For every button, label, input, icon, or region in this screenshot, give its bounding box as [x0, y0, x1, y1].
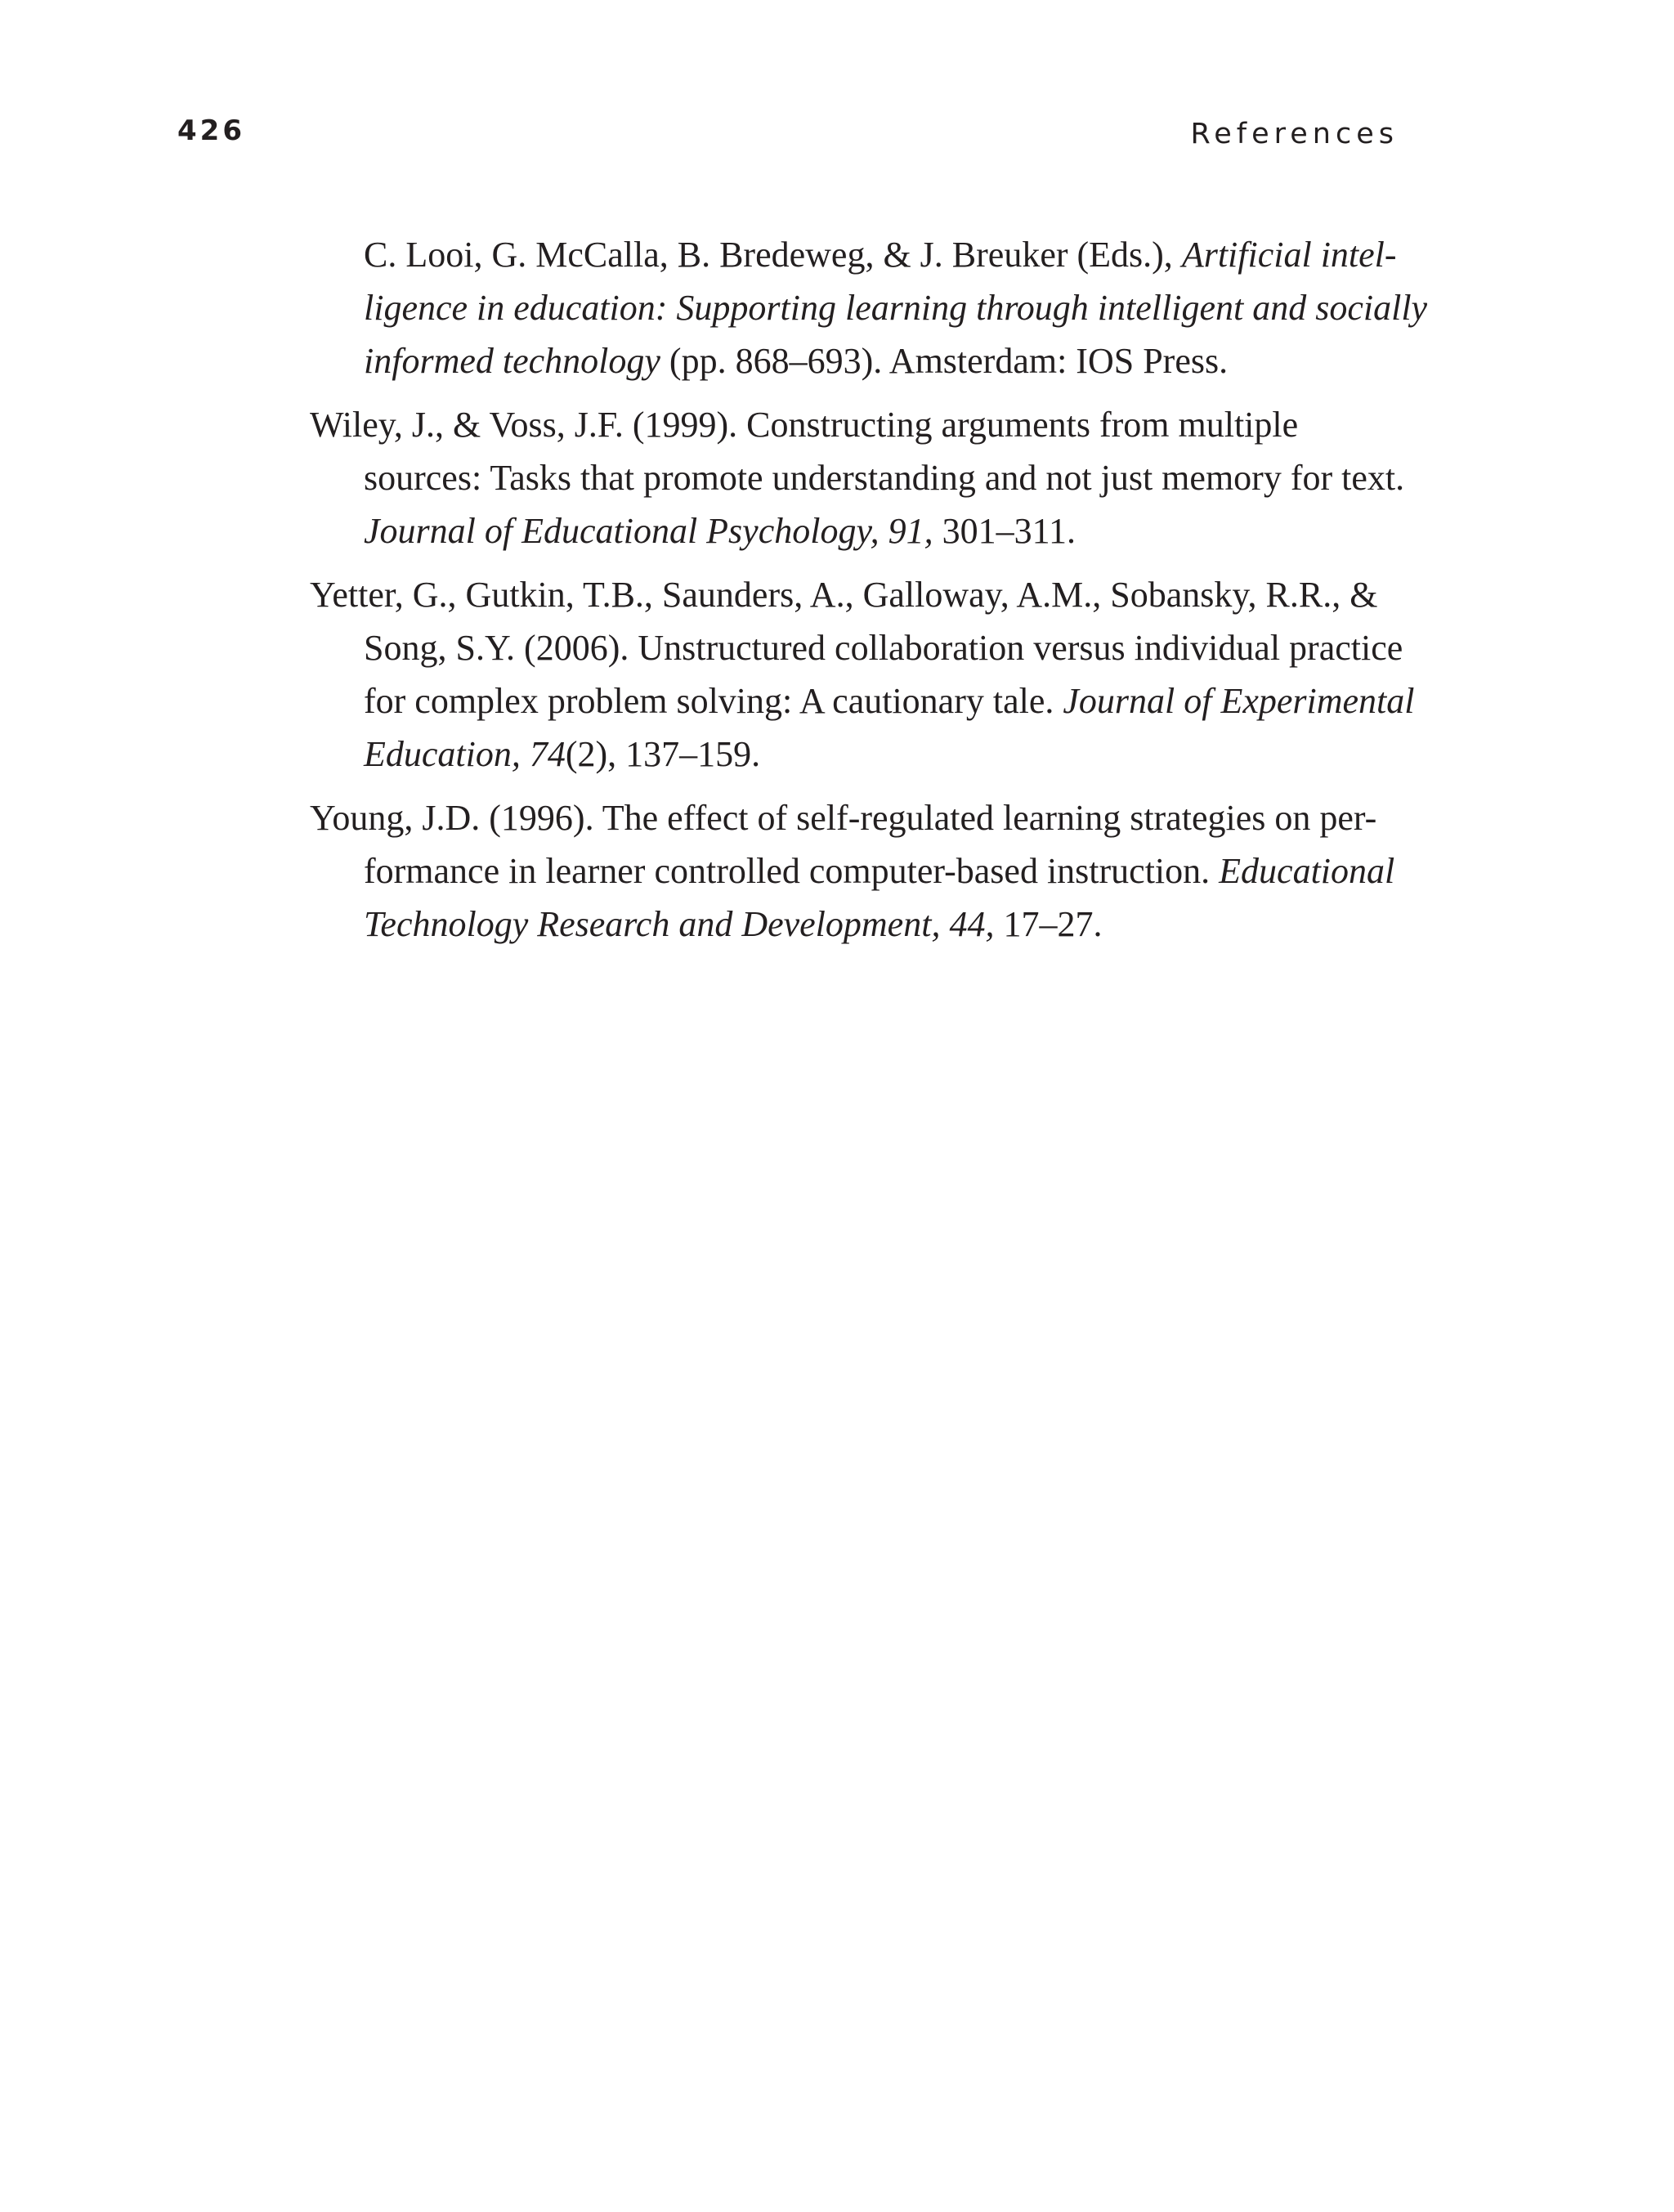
reference-entry-young: [310, 791, 1407, 951]
text-run: 301–311.: [933, 511, 1076, 551]
italic-text: Journal of Experimental: [1063, 681, 1415, 721]
reference-line: [364, 674, 1415, 728]
reference-line: [364, 621, 1407, 674]
text-run: C. Looi, G. McCalla, B. Bredeweg, & J. Breuker (Eds.),: [364, 235, 1182, 275]
reference-line: [364, 451, 1407, 504]
text-run: Yetter, G., Gutkin, T.B., Saunders, A., Galloway, A.M., Sobansky, R.R., &: [310, 575, 1378, 615]
reference-line: [364, 844, 1407, 898]
italic-text: informed technology: [364, 341, 660, 381]
reference-line: [364, 504, 1407, 557]
reference-entry-wiley: [310, 398, 1407, 557]
italic-text: Education, 74: [364, 734, 566, 774]
text-run: (pp. 868–693). Amsterdam: IOS Press.: [660, 341, 1229, 381]
reference-line: [364, 898, 1407, 951]
reference-line: [310, 398, 1407, 451]
reference-line: [310, 568, 1407, 621]
page-number: 426: [177, 114, 245, 147]
running-head: [177, 113, 1399, 162]
reference-line: [364, 281, 1428, 334]
italic-text: Technology Research and Development, 44,: [364, 904, 995, 944]
italic-text: Journal of Educational Psychology, 91,: [364, 511, 933, 551]
text-run: formance in learner controlled computer-based instruction.: [364, 851, 1220, 891]
reference-line: [364, 728, 1407, 781]
text-run: sources: Tasks that promote understanding and not just memory for text.: [364, 458, 1405, 498]
reference-line: [364, 228, 1407, 281]
text-run: 17–27.: [994, 904, 1103, 944]
italic-text: ligence in education: Supporting learning through intelligent and socially: [364, 288, 1428, 328]
section-title: References: [1190, 118, 1399, 150]
reference-entry-continued: [310, 228, 1428, 387]
reference-entry-yetter: [310, 568, 1415, 781]
reference-list: [310, 228, 1428, 961]
reference-line: [364, 334, 1407, 387]
text-run: (2), 137–159.: [565, 734, 761, 774]
reference-line: [310, 791, 1407, 844]
text-run: Song, S.Y. (2006). Unstructured collaboration versus individual practice: [364, 628, 1403, 668]
text-run: for complex problem solving: A cautionary tale.: [364, 681, 1063, 721]
text-run: Young, J.D. (1996). The effect of self-regulated learning strategies on per-: [310, 798, 1377, 838]
text-run: Wiley, J., & Voss, J.F. (1999). Constructing arguments from multiple: [310, 405, 1299, 445]
italic-text: Educational: [1219, 851, 1395, 891]
italic-text: Artificial intel-: [1181, 235, 1397, 275]
